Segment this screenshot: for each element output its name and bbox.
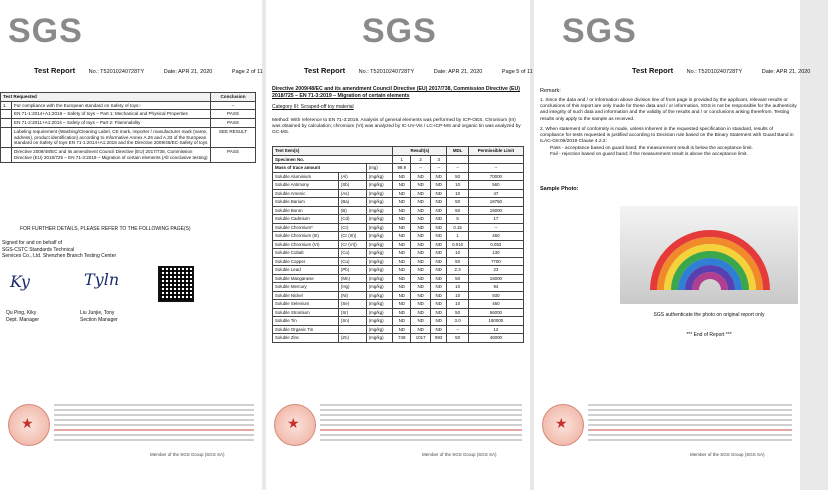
refer-note: FOR FURTHER DETAILS, PLEASE REFER TO THE FOLLOWING PAGE(S) bbox=[20, 226, 191, 232]
table-row: Soluble Manganese (Mn) (mg/kg) ND ND ND 50 15000 bbox=[273, 274, 524, 283]
report-title: Test Report bbox=[34, 66, 76, 75]
fine-print bbox=[588, 404, 792, 444]
rainbow-toy-image bbox=[650, 230, 770, 290]
official-seal: ★ bbox=[274, 404, 316, 446]
end-of-report: *** End of Report *** bbox=[686, 332, 732, 338]
member-line: Member of the SGS Group (SGS SA) bbox=[690, 452, 765, 457]
table-row: Soluble Lead (Pb) (mg/kg) ND ND ND 2.3 23 bbox=[273, 266, 524, 275]
table-row: Soluble Copper (Cu) (mg/kg) ND ND ND 50 7700 bbox=[273, 257, 524, 266]
report-number: No.: T52010240728TY bbox=[686, 69, 743, 75]
member-line: Member of the SGS Group (SGS SA) bbox=[150, 452, 225, 457]
remark-1: 1. Since the data and / or information above division line of front page is provided by the applicant, relevant results or conclusions of this report are only made for these data and / or information, SGS is not be responsible for the authenticity and integrity of such data and information and the validity of the results and / or conclusions arising therefrom. Testing results only apply to the sample as received. bbox=[540, 98, 797, 122]
report-date: Date: APR 21, 2020 bbox=[163, 69, 213, 75]
report-page-1 bbox=[0, 0, 262, 490]
table-row: 1. For compliance with the European standard on Safety of toys:- -- bbox=[1, 101, 256, 110]
table-row: Soluble Cadmium (Cd) (mg/kg) ND ND ND 5 17 bbox=[273, 215, 524, 224]
photo-caption: SGS authenticate the photo on original report only bbox=[653, 312, 765, 318]
section-heading: Directive 2009/48/EC and its amendment Council Directive (EU) 2017/738, Commission Directive (EU) 2018/725 – EN 71-3:2019 – Migration of certain elements bbox=[272, 86, 520, 99]
official-seal: ★ bbox=[8, 404, 50, 446]
sgs-logo: SGS bbox=[362, 12, 437, 50]
test-requested-table bbox=[0, 92, 256, 163]
report-date: Date: APR 21, 2020 bbox=[761, 69, 811, 75]
col-test-requested: Test Requested bbox=[1, 93, 211, 102]
table-row: Directive 2009/48/EC and its amendment Council Directive (EU) 2017/738, Commission Directive (EU) 2018/725 – EN 71-3:2019 – Migration of certain elements (All conclusive testing) PASS bbox=[1, 148, 256, 162]
report-number: No.: T52010240728TY bbox=[358, 69, 415, 75]
sample-photo-label: Sample Photo: bbox=[540, 186, 579, 192]
table-row: Soluble Boron (B) (mg/kg) ND ND ND 50 15000 bbox=[273, 206, 524, 215]
method-text: Method: With reference to EN 71-3:2019. Analysis of general elements was performed by ICP-OES. Chromium (III) was obtained by calculation; chromium (VI) was analyzed by IC-UV-Vis / LC-ICP-MS and organic tin was analyzed by GC-MS. bbox=[272, 118, 521, 136]
table-row: Soluble Selenium (Se) (mg/kg) ND ND ND 10 460 bbox=[273, 300, 524, 309]
table-row: Soluble Aluminium (Al) (mg/kg) ND ND ND 50 70000 bbox=[273, 172, 524, 181]
fine-print bbox=[320, 404, 522, 444]
page-number: Page 2 of 11 bbox=[231, 69, 263, 75]
member-line: Member of the SGS Group (SGS SA) bbox=[422, 452, 497, 457]
report-number: No.: T52010240728TY bbox=[88, 69, 145, 75]
footer bbox=[274, 404, 522, 454]
table-row: Soluble Chromium (III) (Cr (III)) (mg/kg) ND ND ND 1 460 bbox=[273, 232, 524, 241]
report-page-3 bbox=[534, 0, 811, 490]
table-row: Soluble Cobalt (Co) (mg/kg) ND ND ND 10 130 bbox=[273, 249, 524, 258]
report-title: Test Report bbox=[632, 66, 674, 75]
footer bbox=[8, 404, 254, 454]
sgs-logo: SGS bbox=[8, 12, 83, 50]
remark-label: Remark: bbox=[540, 88, 561, 94]
signer-2: Liu Junjie, Tony Section Manager bbox=[80, 310, 118, 323]
report-date: Date: APR 21, 2020 bbox=[433, 69, 483, 75]
mass-row: Mass of trace amount (mg) 99.9 -- -- -- -- bbox=[273, 164, 524, 173]
table-row: Soluble Nickel (Ni) (mg/kg) ND ND ND 10 930 bbox=[273, 291, 524, 300]
table-row: EN 71-2:2011+A1:2014 – Safety of toys – Part 2: Flammability PASS bbox=[1, 119, 256, 128]
qr-code bbox=[158, 266, 194, 302]
report-page-2 bbox=[266, 0, 533, 490]
signature-1: Ky bbox=[10, 272, 30, 291]
remark-fail: Fail - rejection based on guard band; if the measurement result is above the acceptance limit. bbox=[550, 151, 748, 157]
signature-2: Tyln bbox=[84, 270, 120, 289]
sgs-logo: SGS bbox=[562, 12, 637, 50]
table-row: Soluble Chromium* (Cr) (mg/kg) ND ND ND 0.15 -- bbox=[273, 223, 524, 232]
report-header bbox=[304, 66, 551, 75]
table-row: Soluble Chromium (VI) (Cr (VI)) (mg/kg) ND ND ND 0.010 0.053 bbox=[273, 240, 524, 249]
report-header bbox=[632, 66, 828, 75]
table-row: Labeling requirement (Washing/Cleaning Label, CE mark, importer / manufacturer mark (name, address), product identification) according to Informative Annex A.26 and A.33 of the European standard on Safety of toys EN 71-1:2014+A1:2018 and the Directive 2009/48/EC-Safety of toys SEE RESULT bbox=[1, 127, 256, 147]
remark-pass: Pass - acceptance based on guard band; the measurement result is below the acceptance limit. bbox=[550, 145, 753, 151]
footer bbox=[542, 404, 792, 454]
table-row: Soluble Arsenic (As) (mg/kg) ND ND ND 10 47 bbox=[273, 189, 524, 198]
signed-block: Signed for and on behalf of SGS-CSTC Standards Technical Services Co., Ltd. Shenzhen Branch Testing Center bbox=[2, 240, 117, 259]
col-conclusion: Conclusion bbox=[211, 93, 256, 102]
report-header bbox=[34, 66, 281, 75]
table-row: EN 71-1:2014+A1:2018 – Safety of toys – Part 1: Mechanical and Physical Properties PASS bbox=[1, 110, 256, 119]
table-row: Soluble Antimony (Sb) (mg/kg) ND ND ND 10 560 bbox=[273, 181, 524, 190]
signer-1: Qu Ping, Kiky Dept. Manager bbox=[6, 310, 40, 323]
fine-print bbox=[54, 404, 254, 444]
page-number: Page 5 of 11 bbox=[501, 69, 533, 75]
remark-2: 2. When statement of conformity is made, unless inherent in the requested specification in standard, results of compliance for tests requested is justified according to Decision rule based on the Binary Statement with Guard Band in ILAC-G8:09/2019 Clause 4.2.2: bbox=[540, 126, 794, 145]
table-row: Soluble Zinc (Zn) (mg/kg) 748 1017 983 50 46000 bbox=[273, 334, 524, 343]
sample-photo bbox=[620, 206, 798, 304]
official-seal: ★ bbox=[542, 404, 584, 446]
table-row: Soluble Tin (Sn) (mg/kg) ND ND ND 3.0 180000 bbox=[273, 317, 524, 326]
table-row: Soluble Mercury (Hg) (mg/kg) ND ND ND 10 94 bbox=[273, 283, 524, 292]
table-row: Soluble Organic Tin (mg/kg) ND ND ND -- 12 bbox=[273, 325, 524, 334]
results-table: Test Item(s) Result(s) MDL Permissible Limit Specimen No. 1 2 3 Mass of trace amount (mg) 99.9 -- -- -- -- Soluble Aluminium (Al) (mg/kg) ND ND ND 50 70000 Soluble Antimony (Sb) (mg/kg) ND ND ND 10 560 Soluble Arsenic (As) (mg/kg) ND ND ND 10 47 Soluble Barium (Ba) (mg/kg) ND ND ND 50 18750 Soluble Boron (B) (mg/kg) ND ND ND 50 15000 Soluble Cadmium (Cd) (mg/kg) ND ND ND 5 17 Soluble Chromium* (Cr) (mg/kg) ND ND ND 0.15 -- Soluble Chromium (III) (Cr (III)) (mg/kg) ND ND ND 1 460 Soluble Chromium (VI) (Cr (VI)) (mg/kg) ND ND ND 0.010 0.053 Soluble Cobalt (Co) (mg/kg) ND ND ND 10 130 Soluble Copper (Cu) (mg/kg) ND ND ND 50 7700 Soluble Lead (Pb) (mg/kg) ND ND ND 2.3 23 Soluble Manganese (Mn) (mg/kg) ND ND ND 50 15000 Soluble Mercury (Hg) (mg/kg) ND ND ND 10 94 Soluble Nickel (Ni) (mg/kg) ND ND ND 10 930 Soluble Selenium (Se) (mg/kg) ND ND ND 10 460 Soluble Strontium (Sr) (mg/kg) ND ND ND 50 56000 Soluble Tin (Sn) (mg/kg) ND ND ND 3.0 180000 Soluble Organic Tin (mg/kg) ND ND ND -- 12 Soluble Zinc (Zn) (mg/kg) 748 1017 983 50 46000 bbox=[272, 146, 524, 343]
result-rows bbox=[273, 172, 524, 342]
table-row: Soluble Strontium (Sr) (mg/kg) ND ND ND 50 56000 bbox=[273, 308, 524, 317]
category-label: Category III: Scraped-off toy material bbox=[272, 104, 354, 110]
remarks bbox=[540, 98, 798, 158]
table-row: Soluble Barium (Ba) (mg/kg) ND ND ND 50 18750 bbox=[273, 198, 524, 207]
report-title: Test Report bbox=[304, 66, 346, 75]
